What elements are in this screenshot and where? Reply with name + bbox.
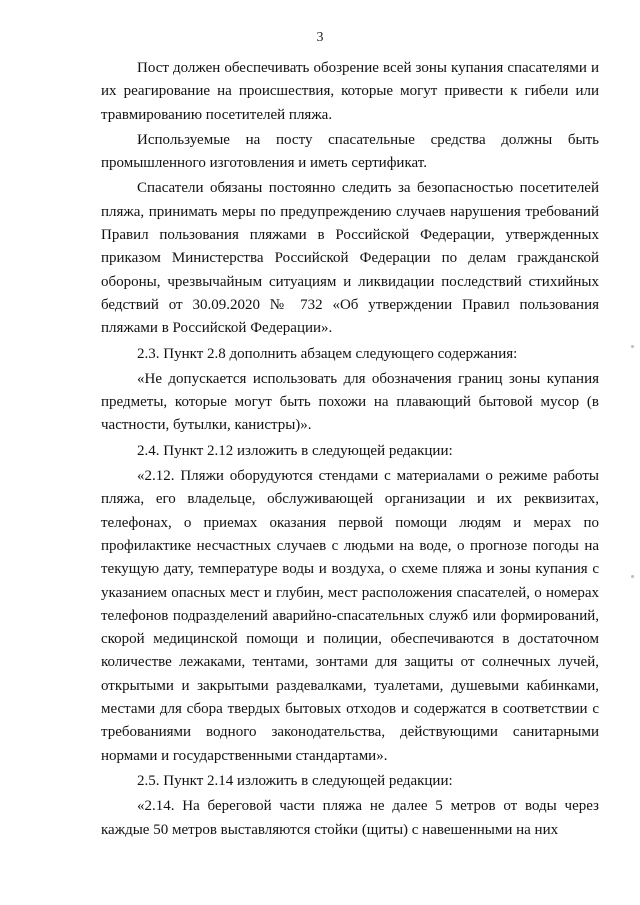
paragraph-item-2-5: 2.5. Пункт 2.14 изложить в следующей редакции:	[137, 772, 453, 789]
page-number: 3	[316, 30, 324, 45]
scan-speck	[631, 575, 634, 578]
paragraph-rescuers-duties: Спасатели обязаны постоянно следить за безопасностью посетителей пляжа, принимать меры по предупреждению случаев нарушения требований Правил пользования пляжами в Российской Федерации, утвержденных приказом Министерства Российской Федерации по делам гражданской обороны, чрезвычайным ситуациям и ликвидации последствий стихийных бедствий от 30.09.2020 № 732 «Об утверждении Правил пользования пляжами в Российской Федерации».	[101, 180, 599, 337]
paragraph-rescue-equipment: Используемые на посту спасательные средства должны быть промышленного изготовления и иметь сертификат.	[101, 131, 599, 172]
paragraph-post-overview: Пост должен обеспечивать обозрение всей зоны купания спасателями и их реагирование на происшествия, которые могут привести к гибели или травмированию посетителей пляжа.	[101, 60, 599, 123]
scan-speck	[631, 345, 634, 348]
paragraph-swimming-zone-markers: «Не допускается использовать для обозначения границ зоны купания предметы, которые могут быть похожи на плавающий бытовой мусор (в частности, бутылки, канистры)».	[101, 370, 599, 434]
paragraph-clause-2-12: «2.12. Пляжи оборудуются стендами с материалами о режиме работы пляжа, его владельце, обслуживающей организации и их реквизитах, телефонах, о приемах оказания первой помощи людям и мерах по профилактике несчастных случаев с людьми на воде, о прогнозе погоды на текущую дату, температуре воды и воздуха, о схеме пляжа и зоны купания с указанием опасных мест и глубин, мест расположения спасателей, о номерах телефонов подразделений аварийно-спасательных служб или формирований, скорой медицинской помощи и полиции, обеспечиваются в достаточном количестве лежаками, тентами, зонтами для защиты от солнечных лучей, открытыми и закрытыми раздевалками, туалетами, душевыми кабинками, местами для сбора твердых бытовых отходов и содержатся в соответствии с требованиями водного законодательства, действующими санитарными нормами и государственными стандартами».	[101, 468, 599, 764]
document-body	[101, 57, 599, 844]
paragraph-clause-2-14: «2.14. На береговой части пляжа не далее 5 метров от воды через каждые 50 метров выставляются стойки (щиты) с навешенными на них	[101, 798, 599, 838]
paragraph-item-2-4: 2.4. Пункт 2.12 изложить в следующей редакции:	[137, 442, 453, 459]
paragraph-item-2-3: 2.3. Пункт 2.8 дополнить абзацем следующего содержания:	[137, 345, 518, 362]
